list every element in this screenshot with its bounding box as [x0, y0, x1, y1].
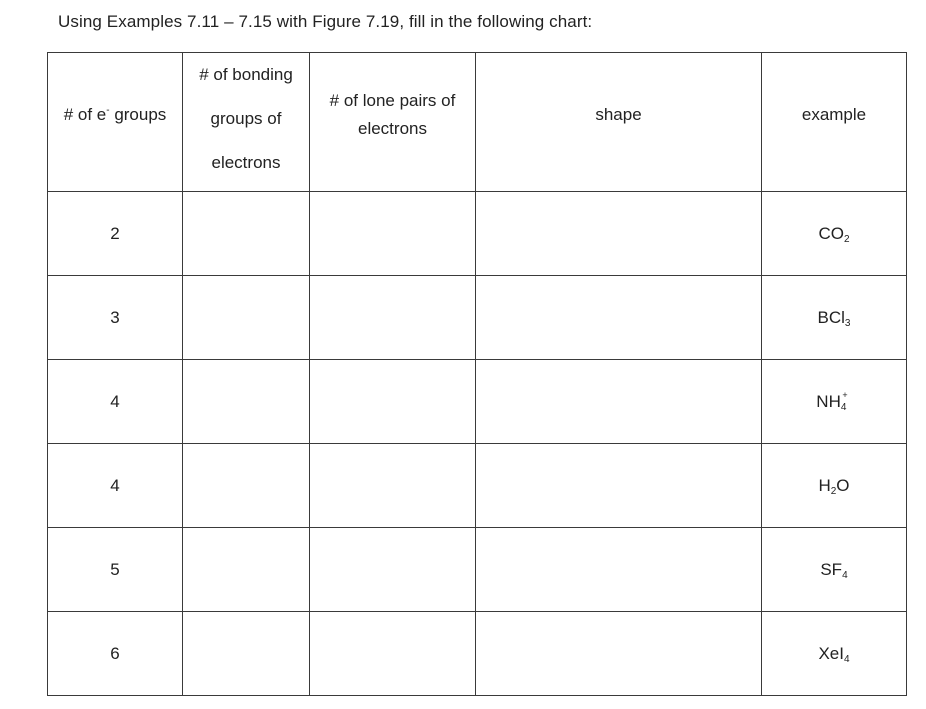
cell-example	[762, 276, 907, 360]
chemical-formula	[818, 476, 849, 495]
header-e-groups-superscript: -	[106, 105, 110, 116]
formula-subscript: 2	[843, 233, 850, 245]
cell-e-groups: 4	[48, 360, 183, 444]
cell-lone-pairs[interactable]	[310, 528, 476, 612]
cell-shape[interactable]	[476, 612, 762, 696]
cell-e-groups: 2	[48, 192, 183, 276]
cell-bonding[interactable]	[183, 612, 310, 696]
cell-example	[762, 360, 907, 444]
chart-body	[48, 192, 907, 696]
table-row	[48, 444, 907, 528]
header-shape: shape	[476, 53, 762, 192]
cell-shape[interactable]	[476, 276, 762, 360]
chemical-formula	[816, 389, 851, 413]
header-bonding-line-3: electrons	[211, 153, 281, 172]
cell-bonding[interactable]	[183, 360, 310, 444]
cell-lone-pairs[interactable]	[310, 276, 476, 360]
table-row	[48, 276, 907, 360]
cell-e-groups: 3	[48, 276, 183, 360]
formula-subscript: 4	[843, 653, 850, 665]
vsepr-chart	[47, 52, 907, 696]
cell-bonding[interactable]	[183, 444, 310, 528]
header-e-groups-main: # of e	[63, 105, 107, 124]
cell-lone-pairs[interactable]	[310, 360, 476, 444]
cell-bonding[interactable]	[183, 276, 310, 360]
cell-lone-pairs[interactable]	[310, 612, 476, 696]
formula-tail: O	[836, 475, 850, 495]
table-row	[48, 192, 907, 276]
header-bonding-line-1: # of bonding	[199, 65, 293, 84]
formula-subscript: 4	[840, 401, 847, 413]
header-row	[48, 53, 907, 192]
chemical-formula	[820, 560, 847, 579]
cell-example	[762, 192, 907, 276]
cell-lone-pairs[interactable]	[310, 444, 476, 528]
header-lone-pairs-line-2: electrons	[358, 119, 427, 138]
header-bonding	[183, 53, 310, 192]
chemical-formula	[818, 644, 849, 663]
table-row	[48, 528, 907, 612]
cell-shape[interactable]	[476, 444, 762, 528]
formula-base: H	[818, 475, 831, 495]
formula-base: SF	[820, 559, 843, 579]
header-bonding-line-2: groups of	[210, 109, 282, 128]
cell-example	[762, 528, 907, 612]
cell-bonding[interactable]	[183, 528, 310, 612]
instructions-text: Using Examples 7.11 – 7.15 with Figure 7.19, fill in the following chart:	[58, 12, 593, 31]
header-e-groups	[48, 53, 183, 192]
cell-example	[762, 444, 907, 528]
cell-e-groups: 5	[48, 528, 183, 612]
cell-e-groups: 6	[48, 612, 183, 696]
formula-subscript: 3	[844, 317, 851, 329]
table-row	[48, 360, 907, 444]
table-row	[48, 612, 907, 696]
formula-charge: +	[842, 389, 848, 400]
chemical-formula	[818, 308, 851, 327]
cell-example	[762, 612, 907, 696]
chemical-formula	[818, 224, 849, 243]
cell-bonding[interactable]	[183, 192, 310, 276]
formula-subscript: 4	[842, 569, 848, 581]
formula-base: CO	[818, 223, 844, 243]
header-lone-pairs-line-1: # of lone pairs of	[329, 91, 456, 110]
formula-base: BCl	[817, 307, 845, 327]
cell-shape[interactable]	[476, 360, 762, 444]
cell-shape[interactable]	[476, 192, 762, 276]
formula-subscript: 2	[830, 485, 837, 497]
header-lone-pairs	[310, 53, 476, 192]
header-example: example	[762, 53, 907, 192]
cell-lone-pairs[interactable]	[310, 192, 476, 276]
formula-base: NH	[816, 391, 841, 411]
cell-shape[interactable]	[476, 528, 762, 612]
formula-base: XeI	[818, 643, 844, 663]
cell-e-groups: 4	[48, 444, 183, 528]
header-e-groups-rest: groups	[109, 105, 167, 124]
